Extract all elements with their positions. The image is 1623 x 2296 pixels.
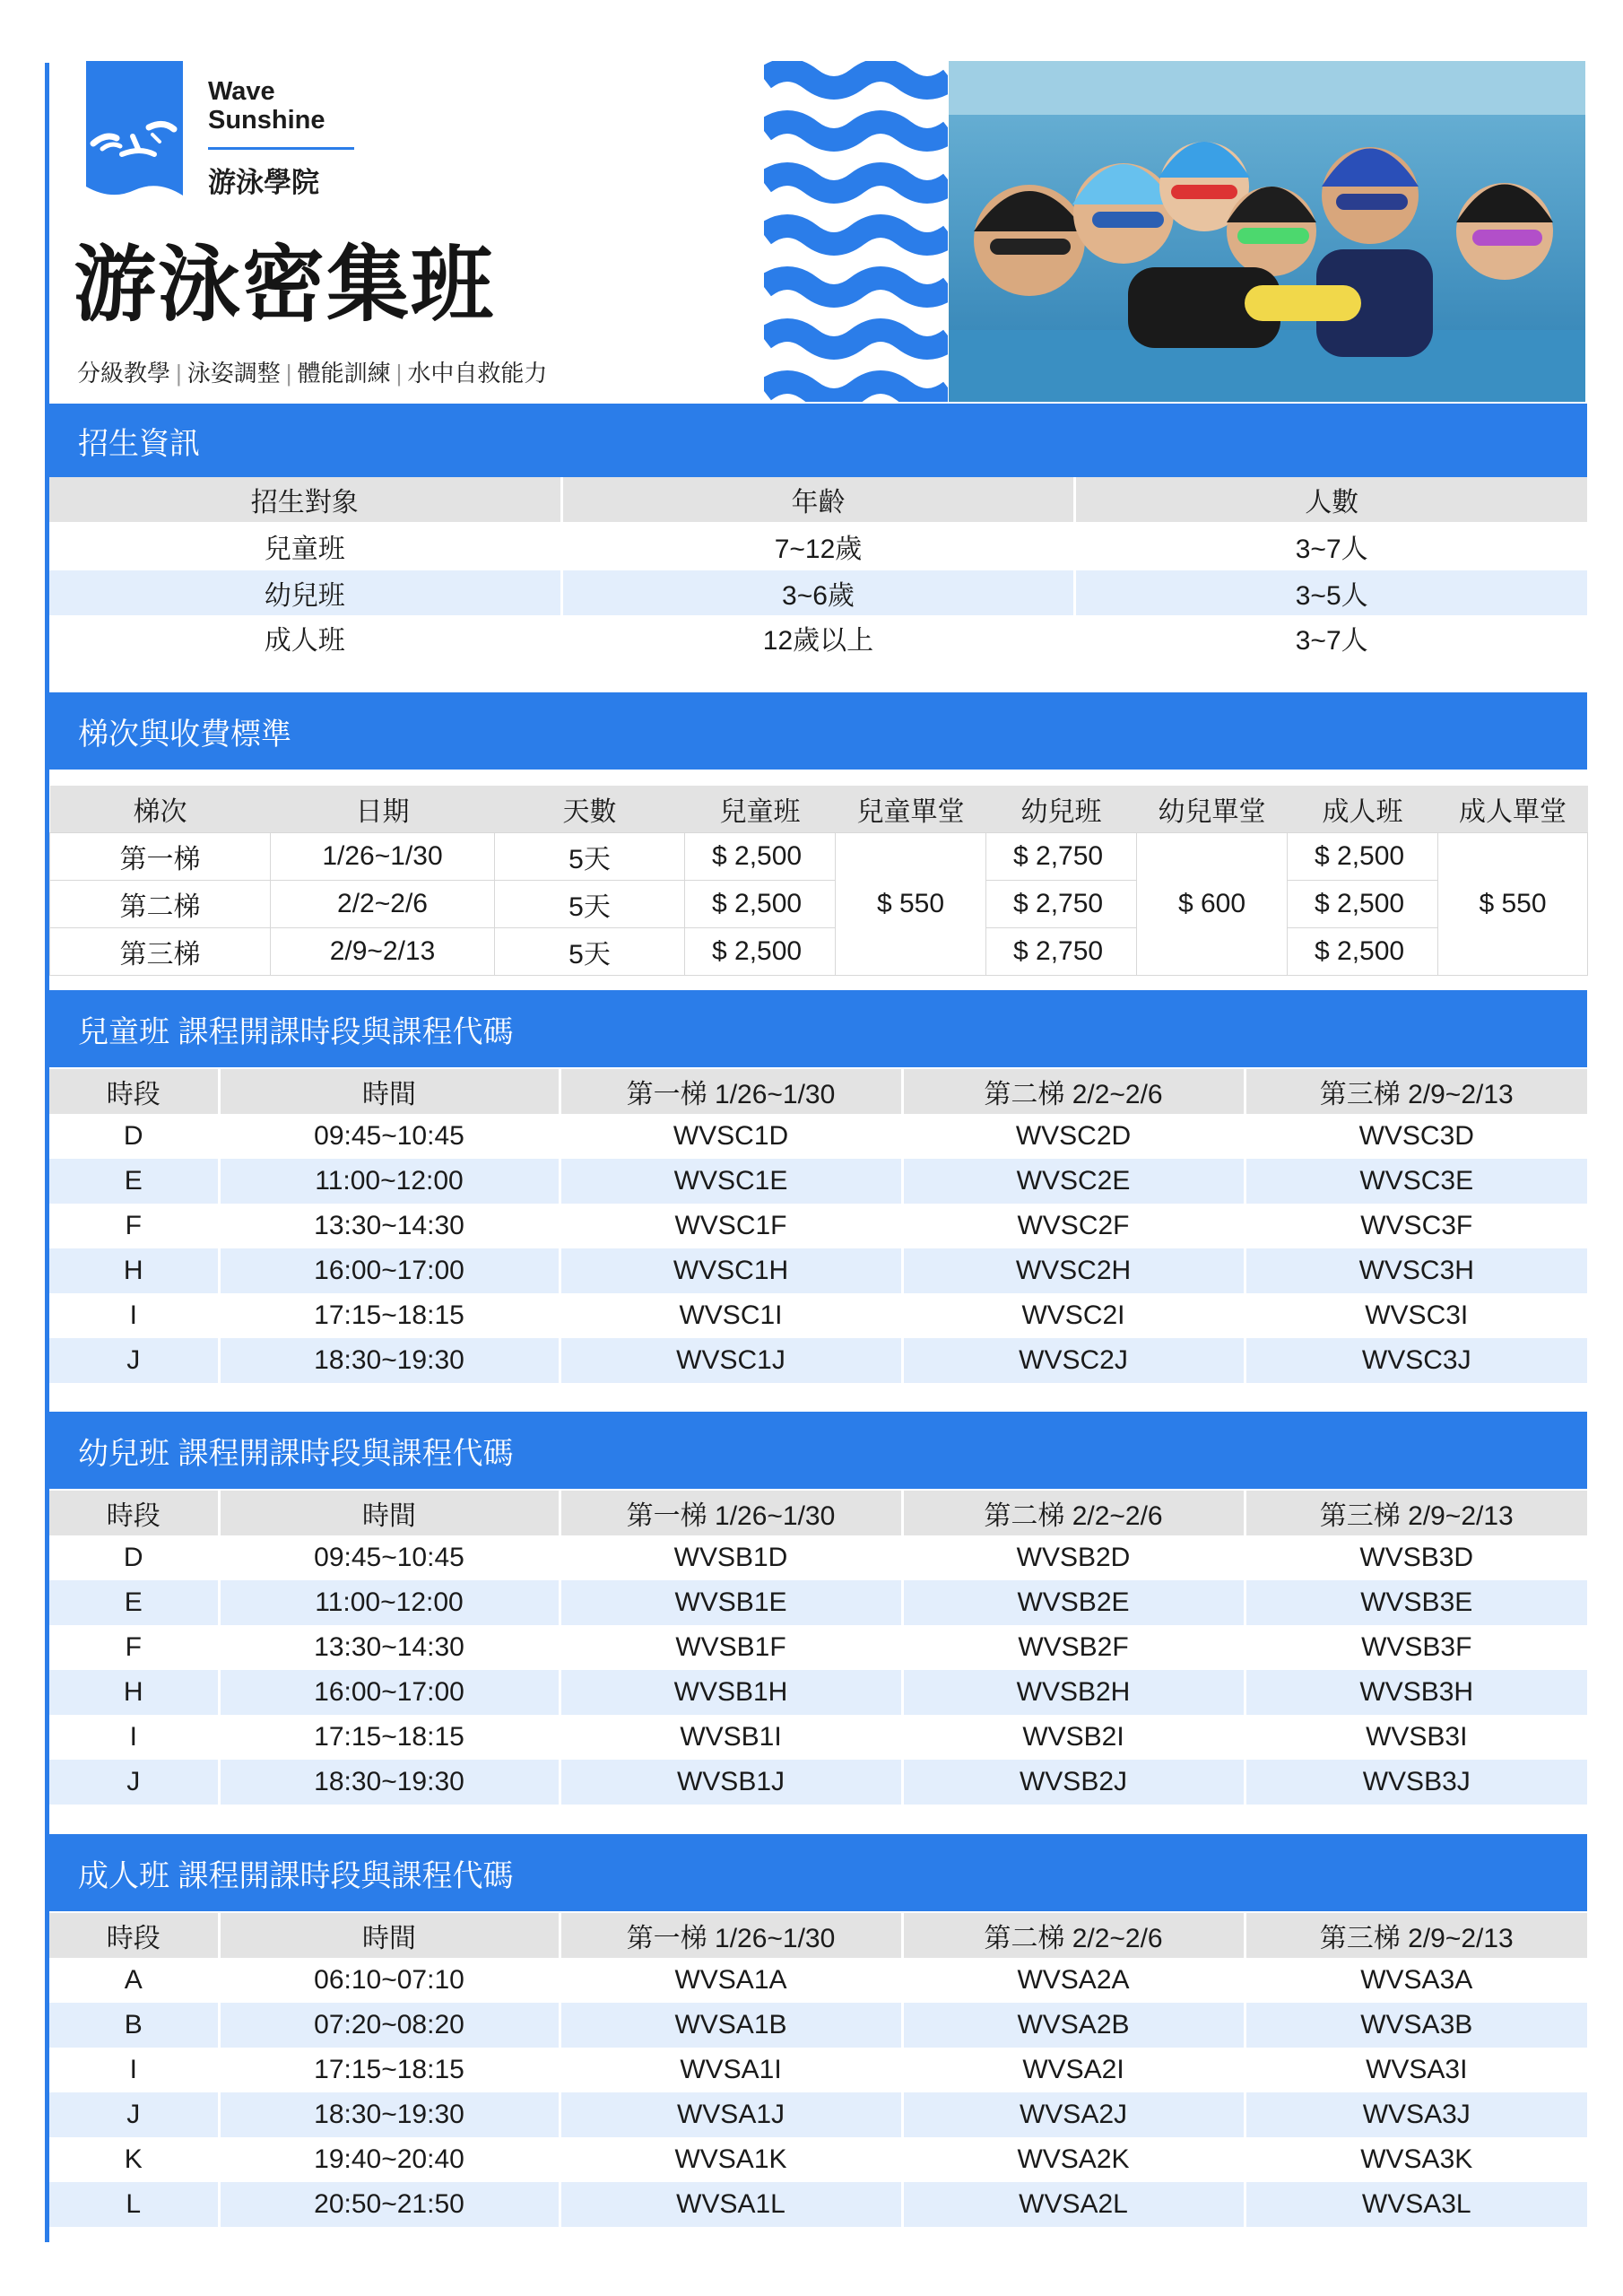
table-cell: 兒童班 <box>264 535 345 564</box>
course-code-cell: WVSC1E <box>560 1159 902 1204</box>
table-cell: 3~5人 <box>1075 570 1587 615</box>
tagline: 分級教學 | 泳姿調整 | 體能訓練 | 水中自救能力 <box>77 360 548 387</box>
column-header: 第二梯 2/2~2/6 <box>902 1491 1245 1535</box>
course-code-cell: WVSA2L <box>902 2182 1245 2227</box>
table-row <box>49 1535 1587 1580</box>
course-code-cell: WVSC3D <box>1245 1114 1587 1159</box>
slot-cell: D <box>123 1543 143 1572</box>
course-code-cell: WVSA1J <box>560 2092 902 2137</box>
course-code-cell: WVSA2B <box>902 2003 1245 2048</box>
enrollment-table <box>49 477 1587 660</box>
column-header: 年齡 <box>561 477 1075 522</box>
time-cell: 18:30~19:30 <box>219 2092 560 2137</box>
table-row <box>49 1338 1587 1383</box>
course-code-cell: WVSB3D <box>1245 1535 1587 1580</box>
time-cell: 20:50~21:50 <box>219 2182 560 2227</box>
children-schedule-heading: 兒童班 課程開課時段與課程代碼 <box>49 990 1587 1067</box>
slot-cell: E <box>49 1159 219 1204</box>
table-row <box>49 2092 1587 2137</box>
course-code-cell: WVSB3F <box>1245 1625 1587 1670</box>
kids-swimming-photo <box>949 61 1585 402</box>
slot-cell: I <box>129 2055 137 2084</box>
slot-cell: D <box>123 1121 143 1151</box>
table-header-row <box>49 1491 1587 1535</box>
course-code-cell: WVSC2F <box>902 1204 1245 1248</box>
course-code-cell: WVSB1F <box>560 1625 902 1670</box>
table-row <box>49 1114 1587 1159</box>
time-cell: 16:00~17:00 <box>219 1670 560 1715</box>
time-cell: 18:30~19:30 <box>219 1338 560 1383</box>
course-code-cell: WVSC1F <box>560 1204 902 1248</box>
time-cell: 06:10~07:10 <box>219 1958 560 2003</box>
child-price-cell: $ 2,500 <box>685 833 836 881</box>
table-row <box>50 881 1588 928</box>
child-single-price: $ 550 <box>836 833 986 976</box>
table-header-row <box>49 477 1587 522</box>
column-header: 時段 <box>49 1069 219 1114</box>
course-code-cell: WVSB3H <box>1245 1670 1587 1715</box>
table-header-row <box>49 1069 1587 1114</box>
toddler-price-cell: $ 2,750 <box>986 928 1137 976</box>
course-code-cell: WVSC3F <box>1245 1204 1587 1248</box>
table-cell: 3~7人 <box>1075 615 1587 660</box>
slot-cell: E <box>49 1580 219 1625</box>
table-row <box>49 1958 1587 2003</box>
column-header: 梯次 <box>50 786 271 833</box>
tier-cell: 第一梯 <box>50 833 271 881</box>
column-header: 成人班 <box>1288 786 1438 833</box>
course-code-cell: WVSC2D <box>902 1114 1245 1159</box>
days-cell: 5天 <box>495 833 685 881</box>
table-row <box>50 833 1588 881</box>
slot-cell: J <box>49 1338 219 1383</box>
course-code-cell: WVSB2F <box>902 1625 1245 1670</box>
course-code-cell: WVSC3I <box>1245 1293 1587 1338</box>
column-header: 日期 <box>271 786 495 833</box>
column-header: 第三梯 2/9~2/13 <box>1245 1491 1587 1535</box>
course-code-cell: WVSB2H <box>902 1670 1245 1715</box>
slot-cell: F <box>125 1632 142 1662</box>
time-cell: 18:30~19:30 <box>219 1760 560 1805</box>
toddler-price-cell: $ 2,750 <box>986 833 1137 881</box>
wave-pattern-graphic <box>764 61 948 402</box>
enrollment-heading: 招生資訊 <box>49 404 1587 477</box>
slot-cell: H <box>49 1670 219 1715</box>
slot-cell: K <box>124 2144 143 2174</box>
slot-cell: I <box>129 1300 137 1330</box>
table-cell: 成人班 <box>264 626 345 656</box>
children-schedule-table <box>49 1069 1587 1383</box>
course-code-cell: WVSB1D <box>560 1535 902 1580</box>
column-header: 第一梯 1/26~1/30 <box>560 1491 902 1535</box>
tier-cell: 第二梯 <box>50 881 271 928</box>
time-cell: 17:15~18:15 <box>219 1715 560 1760</box>
course-code-cell: WVSC1H <box>560 1248 902 1293</box>
course-code-cell: WVSB2D <box>902 1535 1245 1580</box>
column-header: 第一梯 1/26~1/30 <box>560 1913 902 1958</box>
table-cell: 幼兒班 <box>49 570 561 615</box>
course-code-cell: WVSB1J <box>560 1760 902 1805</box>
toddler-price-cell: $ 2,750 <box>986 881 1137 928</box>
time-cell: 17:15~18:15 <box>219 1293 560 1338</box>
column-header: 成人單堂 <box>1438 786 1588 833</box>
column-header: 第三梯 2/9~2/13 <box>1245 1913 1587 1958</box>
column-header: 兒童單堂 <box>836 786 986 833</box>
column-header: 招生對象 <box>49 477 561 522</box>
course-code-cell: WVSC3E <box>1245 1159 1587 1204</box>
column-header: 時間 <box>219 1913 560 1958</box>
time-cell: 11:00~12:00 <box>219 1159 560 1204</box>
table-row <box>49 1293 1587 1338</box>
course-code-cell: WVSA3B <box>1245 2003 1587 2048</box>
column-header: 第二梯 2/2~2/6 <box>902 1069 1245 1114</box>
table-header-row <box>50 786 1588 833</box>
course-code-cell: WVSC1D <box>560 1114 902 1159</box>
table-row <box>49 522 1587 570</box>
course-code-cell: WVSC2E <box>902 1159 1245 1204</box>
time-cell: 07:20~08:20 <box>219 2003 560 2048</box>
table-row <box>49 1670 1587 1715</box>
column-header: 時段 <box>49 1491 219 1535</box>
time-cell: 13:30~14:30 <box>219 1204 560 1248</box>
column-header: 幼兒單堂 <box>1137 786 1288 833</box>
table-row <box>49 2137 1587 2182</box>
brand-name-en: Wave Sunshine <box>208 77 325 135</box>
course-code-cell: WVSA2I <box>902 2048 1245 2092</box>
adult-single-price: $ 550 <box>1438 833 1588 976</box>
column-header: 天數 <box>495 786 685 833</box>
course-code-cell: WVSB2E <box>902 1580 1245 1625</box>
slot-cell: F <box>125 1211 142 1240</box>
course-code-cell: WVSB2I <box>902 1715 1245 1760</box>
course-code-cell: WVSA1K <box>560 2137 902 2182</box>
time-cell: 19:40~20:40 <box>219 2137 560 2182</box>
table-row <box>49 1715 1587 1760</box>
table-row <box>49 2003 1587 2048</box>
table-row <box>49 1760 1587 1805</box>
adults-schedule-table <box>49 1913 1587 2227</box>
slot-cell: L <box>49 2182 219 2227</box>
time-cell: 11:00~12:00 <box>219 1580 560 1625</box>
course-code-cell: WVSC3J <box>1245 1338 1587 1383</box>
course-code-cell: WVSC2I <box>902 1293 1245 1338</box>
date-cell: 1/26~1/30 <box>271 833 495 881</box>
fees-heading: 梯次與收費標準 <box>49 692 1587 770</box>
time-cell: 17:15~18:15 <box>219 2048 560 2092</box>
table-row <box>49 1159 1587 1204</box>
course-code-cell: WVSA3I <box>1245 2048 1587 2092</box>
column-header: 幼兒班 <box>986 786 1137 833</box>
adult-price-cell: $ 2,500 <box>1288 881 1438 928</box>
course-code-cell: WVSA2A <box>902 1958 1245 2003</box>
course-code-cell: WVSA2J <box>902 2092 1245 2137</box>
table-row <box>49 2182 1587 2227</box>
course-code-cell: WVSC2H <box>902 1248 1245 1293</box>
slot-cell: B <box>49 2003 219 2048</box>
table-row <box>49 570 1587 615</box>
course-code-cell: WVSA2K <box>902 2137 1245 2182</box>
table-row <box>49 1625 1587 1670</box>
course-code-cell: WVSA1I <box>560 2048 902 2092</box>
adult-price-cell: $ 2,500 <box>1288 833 1438 881</box>
course-code-cell: WVSA1B <box>560 2003 902 2048</box>
adult-price-cell: $ 2,500 <box>1288 928 1438 976</box>
toddlers-schedule-table <box>49 1491 1587 1805</box>
time-cell: 09:45~10:45 <box>219 1114 560 1159</box>
course-code-cell: WVSA3K <box>1245 2137 1587 2182</box>
course-code-cell: WVSA3A <box>1245 1958 1587 2003</box>
table-cell: 7~12歲 <box>561 522 1075 570</box>
column-header: 兒童班 <box>685 786 836 833</box>
page-title: 游泳密集班 <box>74 239 496 331</box>
table-cell: 12歲以上 <box>561 615 1075 660</box>
days-cell: 5天 <box>495 928 685 976</box>
course-code-cell: WVSC2J <box>902 1338 1245 1383</box>
course-code-cell: WVSA3J <box>1245 2092 1587 2137</box>
course-code-cell: WVSA1A <box>560 1958 902 2003</box>
time-cell: 16:00~17:00 <box>219 1248 560 1293</box>
column-header: 第三梯 2/9~2/13 <box>1245 1069 1587 1114</box>
course-code-cell: WVSB1H <box>560 1670 902 1715</box>
course-code-cell: WVSB3I <box>1245 1715 1587 1760</box>
brand-divider <box>208 147 354 150</box>
brand-name-zh: 游泳學院 <box>208 167 319 198</box>
course-code-cell: WVSC3H <box>1245 1248 1587 1293</box>
child-price-cell: $ 2,500 <box>685 881 836 928</box>
course-code-cell: WVSA1L <box>560 2182 902 2227</box>
slot-cell: I <box>129 1722 137 1752</box>
column-header: 第一梯 1/26~1/30 <box>560 1069 902 1114</box>
slot-cell: H <box>49 1248 219 1293</box>
course-code-cell: WVSB3J <box>1245 1760 1587 1805</box>
days-cell: 5天 <box>495 881 685 928</box>
course-code-cell: WVSC1I <box>560 1293 902 1338</box>
table-cell: 3~6歲 <box>561 570 1075 615</box>
slot-cell: A <box>124 1965 143 1995</box>
course-code-cell: WVSA3L <box>1245 2182 1587 2227</box>
slot-cell: J <box>49 1760 219 1805</box>
time-cell: 13:30~14:30 <box>219 1625 560 1670</box>
table-row <box>49 615 1587 660</box>
slot-cell: J <box>49 2092 219 2137</box>
table-row <box>49 1204 1587 1248</box>
course-code-cell: WVSB3E <box>1245 1580 1587 1625</box>
table-row <box>49 1248 1587 1293</box>
table-header-row <box>49 1913 1587 1958</box>
table-row <box>49 2048 1587 2092</box>
child-price-cell: $ 2,500 <box>685 928 836 976</box>
course-code-cell: WVSC1J <box>560 1338 902 1383</box>
table-cell: 3~7人 <box>1075 522 1587 570</box>
wave-sunshine-logo <box>86 61 183 204</box>
course-code-cell: WVSB2J <box>902 1760 1245 1805</box>
column-header: 時間 <box>219 1069 560 1114</box>
fees-table <box>49 786 1588 976</box>
column-header: 時間 <box>219 1491 560 1535</box>
date-cell: 2/9~2/13 <box>271 928 495 976</box>
adults-schedule-heading: 成人班 課程開課時段與課程代碼 <box>49 1834 1587 1911</box>
toddlers-schedule-heading: 幼兒班 課程開課時段與課程代碼 <box>49 1412 1587 1489</box>
toddler-single-price: $ 600 <box>1137 833 1288 976</box>
course-code-cell: WVSB1E <box>560 1580 902 1625</box>
table-row <box>50 928 1588 976</box>
course-code-cell: WVSB1I <box>560 1715 902 1760</box>
column-header: 時段 <box>49 1913 219 1958</box>
column-header: 第二梯 2/2~2/6 <box>902 1913 1245 1958</box>
table-row <box>49 1580 1587 1625</box>
time-cell: 09:45~10:45 <box>219 1535 560 1580</box>
date-cell: 2/2~2/6 <box>271 881 495 928</box>
tier-cell: 第三梯 <box>50 928 271 976</box>
column-header: 人數 <box>1075 477 1587 522</box>
